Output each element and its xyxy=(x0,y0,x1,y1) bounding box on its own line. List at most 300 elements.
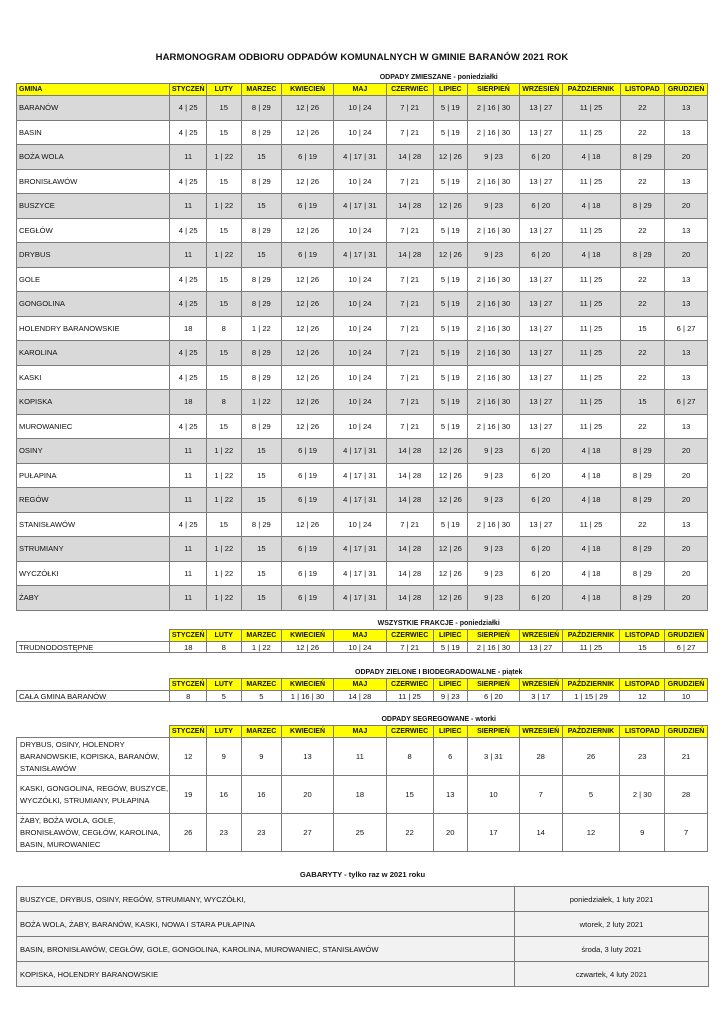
pickup-dates-cell: 11 | 25 xyxy=(562,267,620,292)
pickup-dates-cell: 4 | 25 xyxy=(170,267,207,292)
pickup-dates-cell: 3 | 31 xyxy=(468,738,520,776)
pickup-dates-cell: 6 | 19 xyxy=(282,561,334,586)
pickup-dates-cell: 10 | 24 xyxy=(334,218,387,243)
pickup-dates-cell: 13 | 27 xyxy=(519,218,562,243)
pickup-dates-cell: 6 xyxy=(433,738,468,776)
pickup-dates-cell: 4 | 18 xyxy=(562,488,620,513)
month-header-sierpien: SIERPIEŃ xyxy=(468,84,520,96)
pickup-dates-cell: 2 | 16 | 30 xyxy=(468,390,520,415)
pickup-dates-cell: 8 | 29 xyxy=(620,586,665,611)
pickup-dates-cell: 15 xyxy=(241,586,282,611)
pickup-dates-cell: 6 | 19 xyxy=(282,439,334,464)
pickup-dates-cell: 13 | 27 xyxy=(519,120,562,145)
row-name: ŻABY, BOŻA WOLA, GOLE, BRONISŁAWÓW, CEGŁÓW, KAROLINA, BASIN, MUROWANIEC xyxy=(17,814,170,852)
month-header-grudzien: GRUDZIEŃ xyxy=(665,630,708,642)
pickup-dates-cell: 14 | 28 xyxy=(386,439,433,464)
row-name: STANISŁAWÓW xyxy=(17,512,170,537)
table-row xyxy=(17,120,708,145)
pickup-dates-cell: 27 xyxy=(282,814,334,852)
pickup-dates-cell: 15 xyxy=(207,218,242,243)
table-row xyxy=(17,194,708,219)
pickup-dates-cell: 22 xyxy=(620,169,665,194)
pickup-dates-cell: 18 xyxy=(170,316,207,341)
table-row xyxy=(17,218,708,243)
pickup-dates-cell: 12 | 26 xyxy=(282,365,334,390)
segregated-waste-caption: ODPADY SEGREGOWANE - wtorki xyxy=(381,716,496,723)
pickup-dates-cell: 7 | 21 xyxy=(386,169,433,194)
pickup-dates-cell: 13 xyxy=(665,169,708,194)
bulky-date: wtorek, 2 luty 2021 xyxy=(515,912,709,937)
month-header-kwiecien: KWIECIEŃ xyxy=(282,630,334,642)
row-name: BASIN xyxy=(17,120,170,145)
pickup-dates-cell: 9 | 23 xyxy=(468,561,520,586)
pickup-dates-cell: 8 | 29 xyxy=(620,463,665,488)
pickup-dates-cell: 11 | 25 xyxy=(562,96,620,121)
pickup-dates-cell: 19 xyxy=(170,776,207,814)
pickup-dates-cell: 11 xyxy=(170,463,207,488)
pickup-dates-cell: 5 | 19 xyxy=(433,642,468,653)
pickup-dates-cell: 10 | 24 xyxy=(334,169,387,194)
pickup-dates-cell: 13 | 27 xyxy=(519,390,562,415)
pickup-dates-cell: 6 | 20 xyxy=(519,586,562,611)
month-header-czerwiec: CZERWIEC xyxy=(386,679,433,691)
pickup-dates-cell: 15 xyxy=(207,292,242,317)
month-header-wrzesien: WRZESIEŃ xyxy=(519,630,562,642)
table-row xyxy=(17,365,708,390)
pickup-dates-cell: 5 | 19 xyxy=(433,169,468,194)
pickup-dates-cell: 12 | 26 xyxy=(433,463,468,488)
pickup-dates-cell: 1 | 16 | 30 xyxy=(282,691,334,702)
pickup-dates-cell: 2 | 16 | 30 xyxy=(468,96,520,121)
pickup-dates-cell: 10 xyxy=(665,691,708,702)
row-name: GOLE xyxy=(17,267,170,292)
pickup-dates-cell: 4 | 17 | 31 xyxy=(334,561,387,586)
pickup-dates-cell: 1 | 22 xyxy=(207,488,242,513)
pickup-dates-cell: 13 xyxy=(665,365,708,390)
month-header-pazdziernik: PAŹDZIERNIK xyxy=(562,630,620,642)
mixed-waste-caption: ODPADY ZMIESZANE - poniedziałki xyxy=(379,74,498,81)
pickup-dates-cell: 20 xyxy=(665,243,708,268)
pickup-dates-cell: 12 | 26 xyxy=(282,390,334,415)
pickup-dates-cell: 10 | 24 xyxy=(334,120,387,145)
pickup-dates-cell: 22 xyxy=(620,292,665,317)
pickup-dates-cell: 14 | 28 xyxy=(386,586,433,611)
pickup-dates-cell: 6 | 20 xyxy=(519,194,562,219)
pickup-dates-cell: 11 | 25 xyxy=(562,169,620,194)
pickup-dates-cell: 13 xyxy=(665,414,708,439)
month-header-pazdziernik: PAŹDZIERNIK xyxy=(562,679,620,691)
pickup-dates-cell: 12 | 26 xyxy=(282,218,334,243)
pickup-dates-cell: 5 xyxy=(241,691,282,702)
green-waste-caption: ODPADY ZIELONE I BIODEGRADOWALNE - piątek xyxy=(355,669,523,676)
pickup-dates-cell: 12 | 26 xyxy=(433,145,468,170)
pickup-dates-cell: 2 | 16 | 30 xyxy=(468,642,520,653)
pickup-dates-cell: 11 xyxy=(170,537,207,562)
month-header-czerwiec: CZERWIEC xyxy=(386,84,433,96)
pickup-dates-cell: 20 xyxy=(433,814,468,852)
pickup-dates-cell: 15 xyxy=(241,463,282,488)
pickup-dates-cell: 14 | 28 xyxy=(386,537,433,562)
column-header-gmina: GMINA xyxy=(17,84,170,96)
pickup-dates-cell: 2 | 16 | 30 xyxy=(468,169,520,194)
pickup-dates-cell: 12 | 26 xyxy=(433,243,468,268)
pickup-dates-cell: 8 xyxy=(170,691,207,702)
pickup-dates-cell: 13 | 27 xyxy=(519,414,562,439)
pickup-dates-cell: 11 | 25 xyxy=(562,218,620,243)
table-row xyxy=(17,537,708,562)
pickup-dates-cell: 12 | 26 xyxy=(282,512,334,537)
pickup-dates-cell: 10 | 24 xyxy=(334,390,387,415)
pickup-dates-cell: 1 | 15 | 29 xyxy=(562,691,620,702)
pickup-dates-cell: 12 xyxy=(170,738,207,776)
month-header-styczen: STYCZEŃ xyxy=(170,679,207,691)
pickup-dates-cell: 28 xyxy=(665,776,708,814)
pickup-dates-cell: 25 xyxy=(333,814,386,852)
pickup-dates-cell: 18 xyxy=(170,642,207,653)
pickup-dates-cell: 6 | 20 xyxy=(519,537,562,562)
month-header-listopad: LISTOPAD xyxy=(620,630,665,642)
table-row xyxy=(17,561,708,586)
pickup-dates-cell: 11 | 25 xyxy=(562,120,620,145)
pickup-dates-cell: 15 xyxy=(207,96,242,121)
pickup-dates-cell: 15 xyxy=(207,169,242,194)
pickup-dates-cell: 18 xyxy=(333,776,386,814)
pickup-dates-cell: 11 | 25 xyxy=(562,292,620,317)
table-row xyxy=(17,292,708,317)
pickup-dates-cell: 2 | 16 | 30 xyxy=(468,267,520,292)
pickup-dates-cell: 5 | 19 xyxy=(433,390,468,415)
pickup-dates-cell: 10 | 24 xyxy=(334,512,387,537)
pickup-dates-cell: 12 | 26 xyxy=(433,537,468,562)
all-fractions-caption: WSZYSTKIE FRAKCJE - poniedziałki xyxy=(377,620,500,627)
month-header-marzec: MARZEC xyxy=(241,84,282,96)
pickup-dates-cell: 10 | 24 xyxy=(334,341,387,366)
pickup-dates-cell: 14 xyxy=(519,814,562,852)
month-header-listopad: LISTOPAD xyxy=(620,726,665,738)
pickup-dates-cell: 4 | 18 xyxy=(562,463,620,488)
row-name: ŻABY xyxy=(17,586,170,611)
pickup-dates-cell: 9 | 23 xyxy=(468,537,520,562)
pickup-dates-cell: 9 | 23 xyxy=(468,586,520,611)
table-row xyxy=(17,691,708,702)
pickup-dates-cell: 8 | 29 xyxy=(241,120,282,145)
row-name: REGÓW xyxy=(17,488,170,513)
pickup-dates-cell: 11 xyxy=(170,439,207,464)
row-name: MUROWANIEC xyxy=(17,414,170,439)
pickup-dates-cell: 9 | 23 xyxy=(468,488,520,513)
bulky-waste-table xyxy=(16,862,709,987)
pickup-dates-cell: 8 xyxy=(207,642,242,653)
table-row xyxy=(17,912,709,937)
pickup-dates-cell: 13 | 27 xyxy=(519,292,562,317)
row-name: OSINY xyxy=(17,439,170,464)
pickup-dates-cell: 18 xyxy=(170,390,207,415)
pickup-dates-cell: 13 | 27 xyxy=(519,365,562,390)
pickup-dates-cell: 8 | 29 xyxy=(620,537,665,562)
pickup-dates-cell: 14 | 28 xyxy=(333,691,386,702)
table-row xyxy=(17,887,709,912)
pickup-dates-cell: 13 xyxy=(665,341,708,366)
pickup-dates-cell: 13 xyxy=(665,292,708,317)
segregated-waste-table xyxy=(16,714,708,852)
table-row xyxy=(17,439,708,464)
pickup-dates-cell: 5 | 19 xyxy=(433,414,468,439)
row-name: STRUMIANY xyxy=(17,537,170,562)
row-name: PUŁAPINA xyxy=(17,463,170,488)
pickup-dates-cell: 12 | 26 xyxy=(282,120,334,145)
month-header-lipiec: LIPIEC xyxy=(433,679,468,691)
pickup-dates-cell: 9 | 23 xyxy=(433,691,468,702)
pickup-dates-cell: 13 xyxy=(433,776,468,814)
table-row xyxy=(17,414,708,439)
row-name: BARANÓW xyxy=(17,96,170,121)
pickup-dates-cell: 7 | 21 xyxy=(386,120,433,145)
pickup-dates-cell: 9 xyxy=(620,814,665,852)
month-header-czerwiec: CZERWIEC xyxy=(386,630,433,642)
pickup-dates-cell: 5 | 19 xyxy=(433,96,468,121)
pickup-dates-cell: 15 xyxy=(241,145,282,170)
pickup-dates-cell: 11 xyxy=(170,561,207,586)
pickup-dates-cell: 9 | 23 xyxy=(468,243,520,268)
pickup-dates-cell: 8 xyxy=(386,738,433,776)
pickup-dates-cell: 4 | 25 xyxy=(170,120,207,145)
pickup-dates-cell: 8 | 29 xyxy=(620,488,665,513)
month-header-luty: LUTY xyxy=(207,84,242,96)
pickup-dates-cell: 20 xyxy=(665,439,708,464)
pickup-dates-cell: 5 | 19 xyxy=(433,512,468,537)
bulky-villages: BASIN, BRONISŁAWÓW, CEGŁÓW, GOLE, GONGOLINA, KAROLINA, MUROWANIEC, STANISŁAWÓW xyxy=(17,937,515,962)
pickup-dates-cell: 8 | 29 xyxy=(241,169,282,194)
pickup-dates-cell: 10 | 24 xyxy=(333,642,386,653)
month-header-kwiecien: KWIECIEŃ xyxy=(282,84,334,96)
pickup-dates-cell: 5 | 19 xyxy=(433,341,468,366)
month-header-kwiecien: KWIECIEŃ xyxy=(282,679,334,691)
pickup-dates-cell: 1 | 22 xyxy=(241,316,282,341)
pickup-dates-cell: 4 | 17 | 31 xyxy=(334,439,387,464)
pickup-dates-cell: 4 | 18 xyxy=(562,537,620,562)
pickup-dates-cell: 4 | 25 xyxy=(170,292,207,317)
pickup-dates-cell: 3 | 17 xyxy=(519,691,562,702)
table-row xyxy=(17,738,708,776)
pickup-dates-cell: 8 | 29 xyxy=(241,365,282,390)
pickup-dates-cell: 7 | 21 xyxy=(386,414,433,439)
month-header-wrzesien: WRZESIEŃ xyxy=(519,679,562,691)
pickup-dates-cell: 2 | 16 | 30 xyxy=(468,316,520,341)
pickup-dates-cell: 10 | 24 xyxy=(334,414,387,439)
month-header-pazdziernik: PAŹDZIERNIK xyxy=(562,84,620,96)
pickup-dates-cell: 10 | 24 xyxy=(334,292,387,317)
pickup-dates-cell: 6 | 20 xyxy=(519,243,562,268)
pickup-dates-cell: 5 | 19 xyxy=(433,292,468,317)
pickup-dates-cell: 15 xyxy=(620,642,665,653)
pickup-dates-cell: 11 xyxy=(170,145,207,170)
pickup-dates-cell: 11 | 25 xyxy=(562,341,620,366)
pickup-dates-cell: 13 | 27 xyxy=(519,267,562,292)
table-row xyxy=(17,814,708,852)
pickup-dates-cell: 4 | 17 | 31 xyxy=(334,463,387,488)
pickup-dates-cell: 8 | 29 xyxy=(620,194,665,219)
pickup-dates-cell: 4 | 17 | 31 xyxy=(334,243,387,268)
pickup-dates-cell: 4 | 17 | 31 xyxy=(334,145,387,170)
pickup-dates-cell: 1 | 22 xyxy=(207,145,242,170)
pickup-dates-cell: 8 | 29 xyxy=(620,145,665,170)
pickup-dates-cell: 13 xyxy=(665,267,708,292)
month-header-lipiec: LIPIEC xyxy=(433,84,468,96)
mixed-waste-table xyxy=(16,72,708,611)
pickup-dates-cell: 12 | 26 xyxy=(282,341,334,366)
pickup-dates-cell: 11 xyxy=(170,243,207,268)
pickup-dates-cell: 20 xyxy=(665,561,708,586)
month-header-pazdziernik: PAŹDZIERNIK xyxy=(562,726,620,738)
month-header-grudzien: GRUDZIEŃ xyxy=(665,84,708,96)
table-row xyxy=(17,488,708,513)
table-row xyxy=(17,316,708,341)
month-header-listopad: LISTOPAD xyxy=(620,679,665,691)
bulky-waste-caption: GABARYTY - tylko raz w 2021 roku xyxy=(299,869,426,879)
row-name: DRYBUS, OSINY, HOLENDRY BARANOWSKIE, KOPISKA, BARANÓW, STANISŁAWÓW xyxy=(17,738,170,776)
pickup-dates-cell: 11 | 25 xyxy=(562,365,620,390)
pickup-dates-cell: 8 | 29 xyxy=(620,561,665,586)
table-row xyxy=(17,776,708,814)
pickup-dates-cell: 6 | 19 xyxy=(282,586,334,611)
pickup-dates-cell: 4 | 17 | 31 xyxy=(334,537,387,562)
pickup-dates-cell: 20 xyxy=(665,537,708,562)
pickup-dates-cell: 11 xyxy=(170,488,207,513)
table-row xyxy=(17,341,708,366)
pickup-dates-cell: 15 xyxy=(241,488,282,513)
pickup-dates-cell: 20 xyxy=(665,194,708,219)
pickup-dates-cell: 4 | 25 xyxy=(170,512,207,537)
pickup-dates-cell: 22 xyxy=(386,814,433,852)
month-header-maj: MAJ xyxy=(333,726,386,738)
pickup-dates-cell: 11 | 25 xyxy=(562,642,620,653)
pickup-dates-cell: 16 xyxy=(241,776,282,814)
pickup-dates-cell: 6 | 20 xyxy=(468,691,520,702)
pickup-dates-cell: 1 | 22 xyxy=(207,561,242,586)
table-row xyxy=(17,96,708,121)
pickup-dates-cell: 12 xyxy=(562,814,620,852)
pickup-dates-cell: 5 | 19 xyxy=(433,267,468,292)
row-name: DRYBUS xyxy=(17,243,170,268)
pickup-dates-cell: 6 | 20 xyxy=(519,463,562,488)
pickup-dates-cell: 20 xyxy=(665,488,708,513)
table-row xyxy=(17,962,709,987)
green-waste-table xyxy=(16,667,708,702)
table-row xyxy=(17,169,708,194)
pickup-dates-cell: 14 | 28 xyxy=(386,488,433,513)
pickup-dates-cell: 12 | 26 xyxy=(282,169,334,194)
table-row xyxy=(17,463,708,488)
pickup-dates-cell: 15 xyxy=(620,390,665,415)
month-header-czerwiec: CZERWIEC xyxy=(386,726,433,738)
pickup-dates-cell: 15 xyxy=(241,243,282,268)
pickup-dates-cell: 15 xyxy=(241,561,282,586)
pickup-dates-cell: 12 | 26 xyxy=(433,561,468,586)
pickup-dates-cell: 10 xyxy=(468,776,520,814)
month-header-grudzien: GRUDZIEŃ xyxy=(665,679,708,691)
month-header-styczen: STYCZEŃ xyxy=(170,630,207,642)
pickup-dates-cell: 1 | 22 xyxy=(207,194,242,219)
month-header-styczen: STYCZEŃ xyxy=(170,726,207,738)
pickup-dates-cell: 4 | 25 xyxy=(170,414,207,439)
month-header-marzec: MARZEC xyxy=(241,630,282,642)
pickup-dates-cell: 2 | 30 xyxy=(620,776,665,814)
pickup-dates-cell: 22 xyxy=(620,365,665,390)
row-name: KASKI, GONGOLINA, REGÓW, BUSZYCE, WYCZÓŁKI, STRUMIANY, PUŁAPINA xyxy=(17,776,170,814)
pickup-dates-cell: 1 | 22 xyxy=(241,390,282,415)
bulky-villages: BOŻA WOLA, ŻABY, BARANÓW, KASKI, NOWA I STARA PUŁAPINA xyxy=(17,912,515,937)
row-name: HOLENDRY BARANOWSKIE xyxy=(17,316,170,341)
pickup-dates-cell: 12 xyxy=(620,691,665,702)
pickup-dates-cell: 6 | 19 xyxy=(282,463,334,488)
pickup-dates-cell: 1 | 22 xyxy=(241,642,282,653)
month-header-luty: LUTY xyxy=(206,726,241,738)
pickup-dates-cell: 7 | 21 xyxy=(386,365,433,390)
pickup-dates-cell: 26 xyxy=(562,738,620,776)
pickup-dates-cell: 10 | 24 xyxy=(334,96,387,121)
row-name: TRUDNODOSTĘPNE xyxy=(17,642,170,653)
pickup-dates-cell: 14 | 28 xyxy=(386,243,433,268)
pickup-dates-cell: 8 | 29 xyxy=(241,341,282,366)
pickup-dates-cell: 6 | 20 xyxy=(519,561,562,586)
pickup-dates-cell: 2 | 16 | 30 xyxy=(468,365,520,390)
pickup-dates-cell: 15 xyxy=(207,414,242,439)
row-name: CAŁA GMINA BARANÓW xyxy=(17,691,170,702)
pickup-dates-cell: 15 xyxy=(207,341,242,366)
pickup-dates-cell: 22 xyxy=(620,341,665,366)
month-header-styczen: STYCZEŃ xyxy=(170,84,207,96)
pickup-dates-cell: 4 | 17 | 31 xyxy=(334,194,387,219)
pickup-dates-cell: 26 xyxy=(170,814,207,852)
month-header-maj: MAJ xyxy=(333,679,386,691)
pickup-dates-cell: 20 xyxy=(665,145,708,170)
pickup-dates-cell: 14 | 28 xyxy=(386,194,433,219)
pickup-dates-cell: 7 | 21 xyxy=(386,390,433,415)
pickup-dates-cell: 11 | 25 xyxy=(562,512,620,537)
pickup-dates-cell: 7 | 21 xyxy=(386,341,433,366)
pickup-dates-cell: 6 | 27 xyxy=(665,390,708,415)
pickup-dates-cell: 12 | 26 xyxy=(282,292,334,317)
pickup-dates-cell: 13 | 27 xyxy=(519,341,562,366)
row-name: CEGŁÓW xyxy=(17,218,170,243)
pickup-dates-cell: 7 | 21 xyxy=(386,267,433,292)
pickup-dates-cell: 9 | 23 xyxy=(468,463,520,488)
month-header-maj: MAJ xyxy=(333,630,386,642)
pickup-dates-cell: 8 xyxy=(207,316,242,341)
month-header-luty: LUTY xyxy=(206,679,241,691)
pickup-dates-cell: 1 | 22 xyxy=(207,537,242,562)
pickup-dates-cell: 12 | 26 xyxy=(433,439,468,464)
month-header-marzec: MARZEC xyxy=(241,679,282,691)
pickup-dates-cell: 11 xyxy=(170,194,207,219)
pickup-dates-cell: 8 | 29 xyxy=(241,267,282,292)
month-header-luty: LUTY xyxy=(207,630,242,642)
pickup-dates-cell: 4 | 25 xyxy=(170,341,207,366)
pickup-dates-cell: 8 | 29 xyxy=(620,243,665,268)
pickup-dates-cell: 7 xyxy=(665,814,708,852)
pickup-dates-cell: 10 | 24 xyxy=(334,316,387,341)
pickup-dates-cell: 4 | 18 xyxy=(562,561,620,586)
pickup-dates-cell: 7 | 21 xyxy=(386,512,433,537)
pickup-dates-cell: 11 | 25 xyxy=(562,414,620,439)
pickup-dates-cell: 6 | 27 xyxy=(665,316,708,341)
pickup-dates-cell: 22 xyxy=(620,512,665,537)
pickup-dates-cell: 5 | 19 xyxy=(433,120,468,145)
pickup-dates-cell: 6 | 20 xyxy=(519,488,562,513)
pickup-dates-cell: 5 | 19 xyxy=(433,218,468,243)
table-row xyxy=(17,642,708,653)
pickup-dates-cell: 12 | 26 xyxy=(433,488,468,513)
